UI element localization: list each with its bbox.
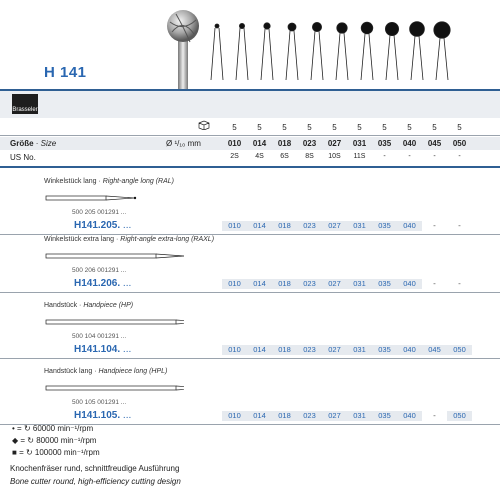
product-code: H141.104. ... — [74, 344, 132, 355]
code-unavailable: - — [458, 279, 461, 288]
code-option: 023 — [297, 411, 322, 421]
size-value: 050 — [452, 139, 467, 148]
code-option: 050 — [447, 411, 472, 421]
divider — [0, 358, 500, 359]
header-band — [0, 90, 500, 118]
code-option: 031 — [347, 345, 372, 355]
size-value: 010 — [227, 139, 242, 148]
code-option: 027 — [322, 221, 347, 231]
section-title: Winkelstück extra lang · Right-angle extra-long (RAXL) — [44, 236, 215, 243]
code-unavailable: - — [433, 411, 436, 420]
code-option: 018 — [272, 221, 297, 231]
legend-item: ■ = ↻ 100000 min⁻¹/rpm — [12, 448, 100, 457]
description-de: Knochenfräser rund, schnittfreudige Ausführung — [10, 464, 180, 473]
code-option: 040 — [397, 279, 422, 289]
code-option: 014 — [247, 279, 272, 289]
divider — [0, 89, 500, 91]
code-option: 023 — [297, 345, 322, 355]
us-value: 8S — [305, 153, 314, 160]
us-value: - — [408, 153, 411, 160]
section-title: Handstück · Handpiece (HP) — [44, 302, 134, 309]
code-option: 010 — [222, 411, 247, 421]
instrument-drawing — [44, 316, 184, 328]
code-option: 031 — [347, 411, 372, 421]
size-unit: Ø ¹/₁₀ mm — [166, 139, 201, 148]
pack-qty: 5 — [382, 123, 387, 132]
speed-icon-large: ■ — [12, 448, 17, 457]
size-value: 018 — [277, 139, 292, 148]
reference-number: 500 105 001291 ... — [72, 399, 127, 406]
divider — [0, 135, 500, 136]
code-option: 014 — [247, 345, 272, 355]
code-option: 018 — [272, 279, 297, 289]
code-option: 027 — [322, 345, 347, 355]
us-label: US No. — [10, 153, 36, 162]
us-value: 6S — [280, 153, 289, 160]
section-title: Winkelstück lang · Right-angle long (RAL) — [44, 178, 174, 185]
instrument-drawing — [44, 250, 184, 262]
us-value: 10S — [328, 153, 341, 160]
legend-item: ◆ = ↻ 80000 min⁻¹/rpm — [12, 436, 97, 445]
size-value: 027 — [327, 139, 342, 148]
code-option: 035 — [372, 221, 397, 231]
code-option: 014 — [247, 221, 272, 231]
description-en: Bone cutter round, high-efficiency cutting design — [10, 477, 181, 486]
instrument-drawing — [44, 382, 184, 394]
code-option: 031 — [347, 221, 372, 231]
instrument-drawing — [44, 192, 184, 204]
us-value: 2S — [230, 153, 239, 160]
rpm-icon: ↻ — [23, 424, 31, 433]
size-value: 031 — [352, 139, 367, 148]
pack-qty: 5 — [432, 123, 437, 132]
product-code: H141.206. ... — [74, 278, 132, 289]
code-option: 045 — [422, 345, 447, 355]
size-value: 035 — [377, 139, 392, 148]
us-value: 4S — [255, 153, 264, 160]
us-row — [0, 151, 500, 164]
code-option: 040 — [397, 221, 422, 231]
code-option: 010 — [222, 279, 247, 289]
pack-qty-row — [0, 121, 500, 134]
rpm-icon: ↻ — [27, 436, 34, 445]
reference-number: 500 206 001291 ... — [72, 267, 127, 274]
code-option: 035 — [372, 279, 397, 289]
section-title: Handstück lang · Handpiece long (HPL) — [44, 368, 168, 375]
size-value: 040 — [402, 139, 417, 148]
reference-number: 500 205 001291 ... — [72, 209, 127, 216]
product-code: H141.205. ... — [74, 220, 132, 231]
size-value: 014 — [252, 139, 267, 148]
code-option: 040 — [397, 345, 422, 355]
pack-qty: 5 — [282, 123, 287, 132]
pack-qty: 5 — [407, 123, 412, 132]
code-option: 010 — [222, 221, 247, 231]
us-value: - — [433, 153, 436, 160]
code-unavailable: - — [433, 279, 436, 288]
code-option: 040 — [397, 411, 422, 421]
speed-icon-medium: ◆ — [12, 436, 19, 445]
code-option: 031 — [347, 279, 372, 289]
speed-icon-small: • — [12, 424, 15, 433]
bur-size-silhouettes — [205, 18, 495, 82]
code-option: 014 — [247, 411, 272, 421]
code-option: 018 — [272, 411, 297, 421]
size-value: 023 — [302, 139, 317, 148]
code-option: 050 — [447, 345, 472, 355]
rpm-icon: ↻ — [25, 448, 33, 457]
reference-number: 500 104 001291 ... — [72, 333, 127, 340]
size-value: 045 — [427, 139, 442, 148]
product-title: H 141 — [44, 64, 87, 81]
code-option: 035 — [372, 345, 397, 355]
code-option: 023 — [297, 221, 322, 231]
code-option: 027 — [322, 279, 347, 289]
code-option: 035 — [372, 411, 397, 421]
code-option: 023 — [297, 279, 322, 289]
pack-qty: 5 — [257, 123, 262, 132]
bur-photo — [160, 2, 206, 90]
divider — [0, 234, 500, 235]
us-value: 11S — [353, 153, 366, 160]
pack-qty: 5 — [307, 123, 312, 132]
pack-qty: 5 — [457, 123, 462, 132]
divider — [0, 292, 500, 293]
brand-logo: Brasseler — [12, 94, 38, 114]
code-unavailable: - — [433, 221, 436, 230]
divider — [0, 166, 500, 168]
code-option: 027 — [322, 411, 347, 421]
size-label: Größe · Size — [10, 139, 57, 148]
legend-item: • = ↻ 60000 min⁻¹/rpm — [12, 424, 94, 433]
product-code: H141.105. ... — [74, 410, 132, 421]
us-value: - — [383, 153, 386, 160]
us-value: - — [458, 153, 461, 160]
code-option: 018 — [272, 345, 297, 355]
pack-qty: 5 — [232, 123, 237, 132]
size-row — [0, 137, 500, 150]
pack-qty: 5 — [332, 123, 337, 132]
code-option: 010 — [222, 345, 247, 355]
code-unavailable: - — [458, 221, 461, 230]
pack-qty: 5 — [357, 123, 362, 132]
